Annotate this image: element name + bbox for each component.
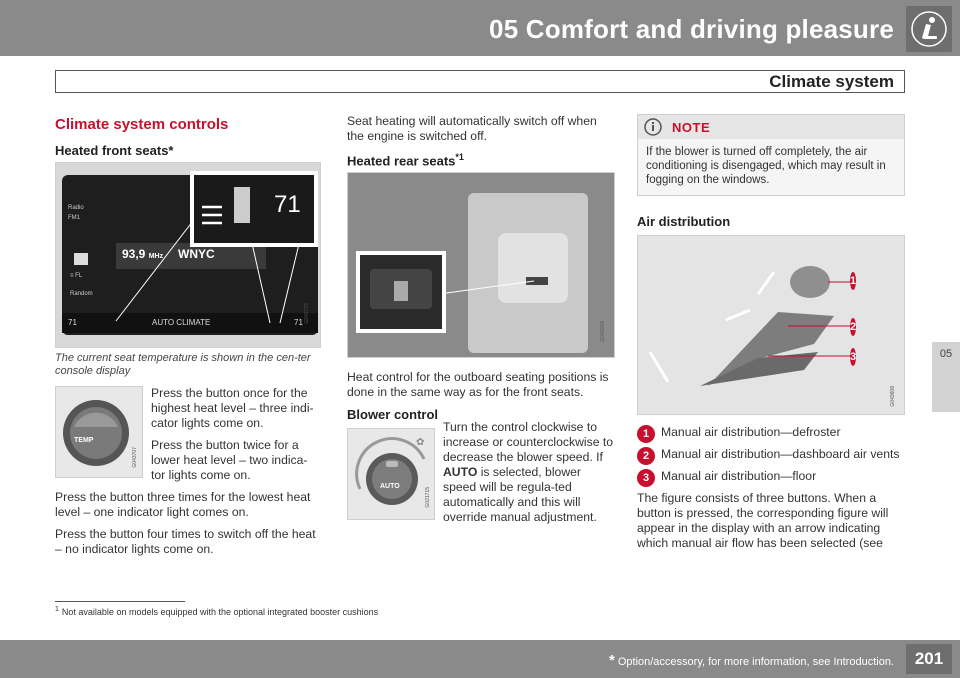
para-auto-off: Seat heating will automatically switch off when the engine is switched off. — [347, 114, 597, 143]
callout-2: 2 — [850, 318, 856, 336]
note-text: If the blower is turned off completely, the air conditioning is disengaged, which may result in fogging on the windows. — [646, 146, 886, 186]
heading-heated-rear-seats: Heated rear seats$^{*1}$ — [347, 152, 464, 169]
figure-center-console-display — [55, 162, 321, 348]
para-air-distribution: The figure consists of three buttons. When a button is pressed, the corresponding figure will appear in the display with an arrow indicating which manual air flow has been selected (see — [637, 491, 889, 550]
note-box — [637, 114, 905, 196]
chapter-title: 05 Comfort and driving pleasure — [489, 14, 894, 44]
para-rear-heat: Heat control for the outboard seating positions is done in the same way as for the front seats. — [347, 370, 609, 400]
climate-mode: AUTO CLIMATE — [152, 318, 211, 327]
left-temp: 71 — [68, 318, 77, 327]
legend-text: Manual air distribution—defroster — [661, 425, 841, 439]
figure-code: G043776 — [304, 303, 310, 324]
display-value: 71 — [274, 191, 301, 218]
footer-note: * Option/accessory, for more information, see Introduction. — [608, 652, 894, 669]
chapter-tab-label: 05 — [939, 348, 953, 360]
figure-blower-knob — [347, 428, 435, 520]
figure-temp-button — [55, 386, 143, 478]
legend-badge: 3 — [637, 469, 655, 487]
column-left — [55, 114, 321, 564]
legend-item — [637, 447, 905, 465]
legend-item — [637, 425, 905, 443]
callout-3: 3 — [850, 348, 856, 366]
legend-text: Manual air distribution—floor — [661, 469, 817, 483]
radio-station: WNYC — [178, 247, 215, 261]
para-blower: Turn the control clockwise to increase or counterclockwise to decrease the blower speed. If AUTO is selected, blower speed will be regula-ted automatically and this will override manual adjustment. — [443, 420, 614, 525]
para-heat-level-1: Press the button once for the highest heat level – three indi-cator lights come on. — [151, 386, 314, 430]
knob-auto-label: AUTO — [380, 483, 400, 491]
temp-button-label: TEMP — [74, 437, 94, 444]
footnote-rule — [55, 601, 185, 602]
menu-fm: FM1 — [68, 215, 80, 221]
section-header — [55, 70, 905, 93]
figure-caption: The current seat temperature is shown in the cen-ter console display — [55, 352, 311, 377]
figure-code: G043608 — [890, 386, 896, 407]
page-number: 201 — [906, 644, 952, 674]
column-middle — [347, 114, 615, 532]
column-right — [637, 114, 905, 558]
para-heat-level-3: Press the button three times for the lowest heat level – one indicator light comes on. — [55, 490, 311, 519]
info-icon — [644, 118, 662, 136]
figure-air-distribution — [637, 235, 905, 415]
radio-frequency: 93,9 MHz — [122, 247, 164, 261]
legend-item — [637, 469, 905, 487]
fan-icon: ✿ — [416, 437, 425, 449]
figure-code: G043707 — [132, 447, 138, 468]
footnote: $^1$ Not available on models equipped with the optional integrated booster cushions — [55, 606, 379, 617]
legend-badge: 1 — [637, 425, 655, 443]
note-label: NOTE — [672, 119, 711, 135]
page-footer — [0, 640, 960, 678]
legend-list — [637, 425, 905, 487]
menu-radio: Radio — [68, 205, 84, 211]
heading-climate-controls: Climate system controls — [55, 116, 229, 133]
callout-1: 1 — [850, 272, 856, 290]
para-heat-level-2: Press the button twice for a lower heat level – two indica-tor lights come on. — [151, 438, 308, 482]
heading-heated-front-seats: Heated front seats* — [55, 143, 174, 158]
figure-code: G021715 — [425, 487, 431, 508]
right-temp: 71 — [294, 318, 303, 327]
chapter-tab[interactable] — [932, 342, 960, 412]
section-title: Climate system — [769, 72, 894, 91]
para-heat-off: Press the button four times to switch off the heat – no indicator lights come on. — [55, 527, 316, 556]
figure-code: G043016 — [600, 321, 606, 342]
figure-rear-seat-controls — [347, 172, 615, 358]
chapter-header — [0, 0, 960, 56]
menu-preset: ≡ FL — [70, 273, 83, 279]
legend-badge: 2 — [637, 447, 655, 465]
seat-icon — [906, 6, 952, 52]
menu-random: Random — [70, 291, 93, 297]
heading-air-distribution: Air distribution — [637, 214, 731, 229]
heading-blower-control: Blower control — [347, 407, 439, 423]
legend-text: Manual air distribution—dashboard air vents — [661, 447, 900, 461]
